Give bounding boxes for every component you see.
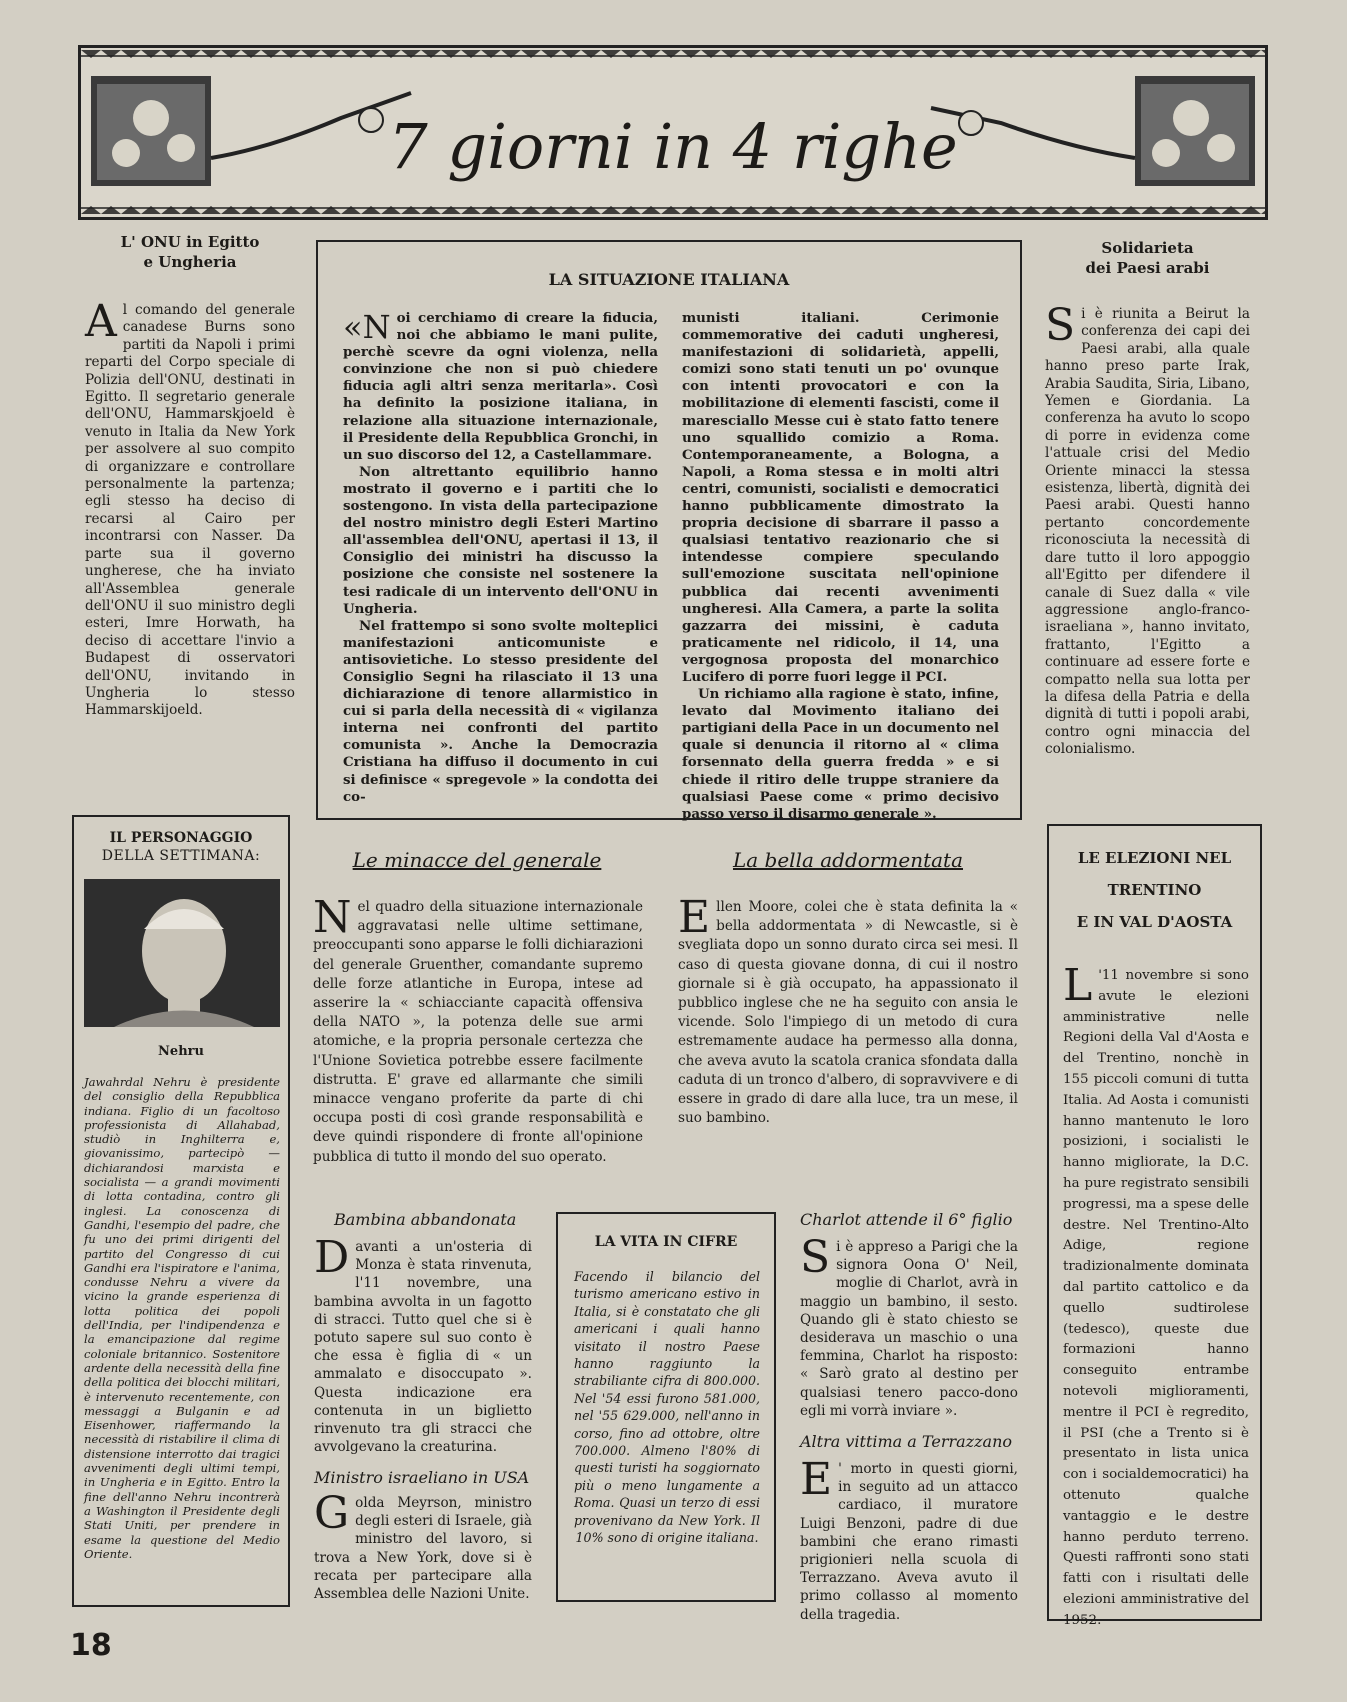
minacce-title: Le minacce del generale	[352, 848, 602, 872]
ministro-text: olda Meyrson, ministro degli esteri di Israele, già ministro del lavoro, si trova a New York, dove si è recata per partecipare alla Assemblea delle Nazioni Unite.	[314, 1495, 532, 1603]
minacce-dropcap: N	[313, 892, 352, 943]
elezioni-box	[1047, 824, 1262, 1628]
minacce-text: el quadro della situazione internazionale aggravatasi nelle ultime settimane, preoccupanti sono apparse le folli dichiarazioni del generale Gruenther, comandante supremo delle forze atlantiche in Europa, intese ad asserire la « schiacciante capacità offensiva della NATO », la potenza delle sue armi atomiche, e la propria personale certezza che l'Unione Sovietica potrebbe essere facilmente distrutta. E' grave ed allarmante che simili minacce vengano proferite da parte di chi occupa posti di così grande responsabilità e deve quindi rispondere di fronte all'opinione pubblica di tutto il mondo del suo operato.	[313, 899, 643, 1165]
italiana-dropcap: «N	[343, 308, 391, 346]
cifre-box	[556, 1212, 776, 1602]
terrazzano-article	[800, 1454, 1018, 1624]
personaggio-title-1: IL PERSONAGGIO	[109, 830, 253, 846]
onu-text: l comando del generale canadese Burns sono partiti da Napoli i primi reparti del Corpo speciale di Polizia dell'ONU, destinati in Egitto. Il segretario generale dell'ONU, Hammarskjoeld è venuto in Italia da New York per assolvere al suo compito di organizzare e controllare personalmente la partenza; egli stesso ha deciso di recarsi al Cairo per incontrarsi con Nasser. Da parte sua il governo ungherese, che ha inviato all'Assemblea generale dell'ONU il suo ministro degli esteri, Imre Horwath, ha deciso di accettare l'invio a Budapest di osservatori dell'ONU, invitando in Ungheria lo stesso Hammarskijoeld.	[85, 302, 295, 719]
elezioni-dropcap: L	[1063, 960, 1093, 1011]
cifre-title: LA VITA IN CIFRE	[594, 1234, 738, 1250]
onu-title-1: L' ONU in Egitto	[120, 233, 260, 251]
charlot-text: i è appreso a Parigi che la signora Oona O' Neil, moglie di Charlot, avrà in maggio un bambino, il sesto. Quando gli è stato chiesto se desiderava un maschio o una femmina, Charlot ha risposto: « Sarò grato al destino per qualsiasi tenero pacco-dono egli mi vorrà inviare ».	[800, 1239, 1018, 1419]
arabi-article	[1045, 238, 1250, 759]
ministro-dropcap: G	[314, 1488, 350, 1539]
onu-article	[85, 232, 295, 720]
bella-text: llen Moore, colei che è stata definita la « bella addormentata » di Newcastle, si è svegliata dopo un sonno durato circa sei mesi. Il caso di questa giovane donna, di cui il nostro giornale si è già occupato, ha appassionato il pubblico inglese che ne ha seguito con ansia le vicende. Solo l'impiego di un metodo di cura estremamente audace ha permesso alla donna, che aveva avuto la scatola cranica sfondata dalla caduta di un tronco d'albero, di sopravvivere e di essere in grado di dare alla luce, tra un mese, il suo bambino.	[678, 899, 1018, 1127]
banner-title: 7 giorni in 4 righe	[388, 110, 958, 183]
portrait-image	[84, 879, 280, 1027]
italiana-title: LA SITUAZIONE ITALIANA	[548, 270, 790, 289]
personaggio-title-2: DELLA SETTIMANA:	[101, 848, 261, 864]
italiana-para-5: Un richiamo alla ragione è stato, infine, levato dal Movimento italiano dei partigiani della Pace in un documento nel quale si denuncia il ritorno al « clima forsennato della guerra fredda » e si chiede il ritiro delle truppe straniere da qualsiasi Paese come « primo decisivo passo verso il disarmo generale ».	[682, 686, 999, 822]
italiana-col-2	[682, 310, 999, 823]
italiana-para-3: Nel frattempo si sono svolte molteplici manifestazioni anticomuniste e antisovietiche. Lo stesso presidente del Consiglio Segni ha rilasciato il 13 una dichiarazione di tenore allarmistico in cui si parla della necessità di « vigilanza interna nei confronti del partito comunista ». Anche la Democrazia Cristiana ha diffuso il documento in cui si definisce « spregevole » la condotta dei co-	[343, 617, 658, 805]
bella-dropcap: E	[678, 892, 711, 943]
situazione-italiana-box	[316, 240, 1022, 820]
bambina-title: Bambina abbandonata	[334, 1210, 517, 1229]
bambina-article	[314, 1232, 532, 1456]
elezioni-title-1: LE ELEZIONI NEL	[1077, 849, 1232, 867]
bella-title: La bella addormentata	[732, 848, 963, 872]
bella-article	[678, 892, 1018, 1128]
elezioni-text: '11 novembre si sono avute le elezioni amministrative nelle Regioni della Val d'Aosta e del Trentino, nonchè in 155 piccoli comuni di tutta Italia. Ad Aosta i comunisti hanno mantenuto le loro posizioni, i socialisti le hanno migliorate, la D.C. ha pure registrato sensibili progressi, ma a spese delle destre. Nel Trentino-Alto Adige, regione tradizionalmente dominata dal partito cattolico e da quello sudtirolese (tedesco), queste due formazioni hanno conseguito entrambe notevoli miglioramenti, mentre il PCI è regredito, il PSI (che a Trento si è presentato in lista unica con i socialdemocratici) ha ottenuto qualche vantaggio e le destre hanno perduto terreno. Questi raffronti sono stati fatti con i risultati delle elezioni amministrative del 1952.	[1063, 968, 1249, 1628]
page-number: 18	[70, 1628, 112, 1663]
italiana-col-1	[343, 310, 658, 806]
charlot-title: Charlot attende il 6° figlio	[800, 1210, 1013, 1229]
terrazzano-title: Altra vittima a Terrazzano	[800, 1432, 1012, 1451]
italiana-para-1: oi cerchiamo di creare la fiducia, noi che abbiamo le mani pulite, perchè scevre da ogni violenza, nella convinzione che non si può chiedere fiducia agli altri senza meritarla». Così ha definito la posizione italiana, in relazione alla situazione internazionale, il Presidente della Repubblica Gronchi, in un suo discorso del 12, a Castellammare.	[343, 310, 658, 463]
nehru-photo	[84, 879, 280, 1027]
charlot-dropcap: S	[800, 1232, 831, 1283]
terrazzano-dropcap: E	[800, 1454, 833, 1505]
charlot-article	[800, 1232, 1018, 1420]
arabi-title-1: Solidarieta	[1101, 239, 1194, 257]
italiana-para-2: Non altrettanto equilibrio hanno mostrato il governo e i partiti che lo sostengono. In vista della partecipazione del nostro ministro degli Esteri Martino all'assemblea dell'ONU, apertasi il 13, il Consiglio dei ministri ha discusso la posizione che consiste nel sostenere la tesi radicale di un intervento dell'ONU in Ungheria.	[343, 463, 658, 617]
terrazzano-text: ' morto in questi giorni, in seguito ad un attacco cardiaco, il muratore Luigi Benzoni, padre di due bambini che erano rimasti prigionieri nella scuola di Terrazzano. Aveva avuto il primo collasso al momento della tragedia.	[800, 1461, 1018, 1623]
personaggio-text: Jawahrdal Nehru è presidente del consiglio della Repubblica indiana. Figlio di un facoltoso professionista di Allahabad, studiò in Inghilterra e, giovanissimo, partecipò — dichiarandosi marxista e socialista — a grandi movimenti di lotta contadina, contro gli inglesi. La conoscenza di Gandhi, l'esempio del padre, che fu uno dei primi dirigenti del partito del Congresso di cui Gandhi era l'ispiratore e l'anima, condusse Nehru a vivere da vicino la grande esperienza di lotta politica dei popoli dell'India, per l'indipendenza e la emancipazione dal regime coloniale britannico. Sostenitore ardente della necessità della fine della politica dei blocchi militari, è intervenuto recentemente, con messaggi a Bulganin e ad Eisenhower, riaffermando la necessità di ristabilire il clima di distensione interrotto dai tragici avvenimenti degli ultimi tempi, in Ungheria e in Egitto. Entro la fine dell'anno Nehru incontrerà a Washington il Presidente degli Stati Uniti, per prendere in esame la questione del Medio Oriente.	[84, 1075, 280, 1561]
cifre-text: Facendo il bilancio del turismo americano estivo in Italia, si è constatato che gli americani i quali hanno visitato il nostro Paese hanno raggiunto la strabiliante cifra di 800.000. Nel '54 essi furono 581.000, nel '55 629.000, nell'anno in corso, fino ad ottobre, oltre 700.000. Almeno l'80% di questi turisti ha soggiornato più o meno lungamente a Roma. Quasi un terzo di essi provenivano da New York. Il 10% sono di origine italiana.	[574, 1269, 760, 1546]
arabi-title-2: dei Paesi arabi	[1085, 259, 1210, 277]
bambina-dropcap: D	[314, 1232, 350, 1283]
ministro-article	[314, 1488, 532, 1603]
header-banner	[78, 45, 1268, 220]
onu-title-2: e Ungheria	[143, 253, 237, 271]
minacce-article	[313, 892, 643, 1167]
arabi-dropcap: S	[1045, 300, 1076, 351]
elezioni-title-3: E IN VAL D'AOSTA	[1076, 913, 1233, 931]
bambina-text: avanti a un'osteria di Monza è stata rinvenuta, l'11 novembre, una bambina avvolta in un fagotto di stracci. Tutto quel che si è potuto sapere sul suo conto è che essa è figlia di « un ammalato e disoccupato ». Questa indicazione era contenuta in un biglietto rinvenuto tra gli stracci che avvolgevano la creaturina.	[314, 1239, 532, 1456]
ministro-title: Ministro israeliano in USA	[314, 1468, 530, 1487]
personaggio-box	[72, 815, 290, 1607]
arabi-text: i è riunita a Beirut la conferenza dei capi dei Paesi arabi, alla quale hanno preso parte Irak, Arabia Saudita, Siria, Libano, Yemen e Giordania. La conferenza ha avuto lo scopo di porre in evidenza come l'attuale crisi del Medio Oriente minacci la stessa esistenza, libertà, dignità dei Paesi arabi. Questi hanno pertanto concordemente riconosciuta la necessità di dare tutto il loro appoggio all'Egitto per difendere il canale di Suez dalla « vile aggressione anglo-franco-israeliana », hanno invitato, frattanto, l'Egitto a continuare ad essere forte e compatto nella sua lotta per la difesa della Patria e della dignità di tutti i popoli arabi, contro ogni minaccia del colonialismo.	[1045, 306, 1250, 758]
italiana-para-4: munisti italiani. Cerimonie commemorative dei caduti ungheresi, manifestazioni di solidarietà, appelli, comizi sono stati tenuti un po' ovunque con intenti provocatori e con la mobilitazione di elementi fascisti, come il maresciallo Messe cui è stato fatto tenere uno squallido comizio a Roma. Contemporaneamente, a Bologna, a Napoli, a Roma stessa e in molti altri centri, comunisti, socialisti e democratici hanno pubblicamente dimostrato la propria decisione di sbarrare il passo a qualsiasi tentativo reazionario che si intendesse compiere speculando sull'emozione suscitata nell'opinione pubblica dai recenti avvenimenti ungheresi. Alla Camera, a parte la solita gazzarra dei missini, è caduta praticamente nel ridicolo, il 14, una vergognosa proposta del monarchico Lucifero di porre fuori legge il PCI.	[682, 310, 999, 685]
elezioni-title-2: TRENTINO	[1107, 881, 1202, 899]
elezioni-text-block	[1063, 960, 1249, 1632]
onu-dropcap: A	[85, 296, 117, 347]
nehru-caption: Nehru	[158, 1044, 204, 1059]
